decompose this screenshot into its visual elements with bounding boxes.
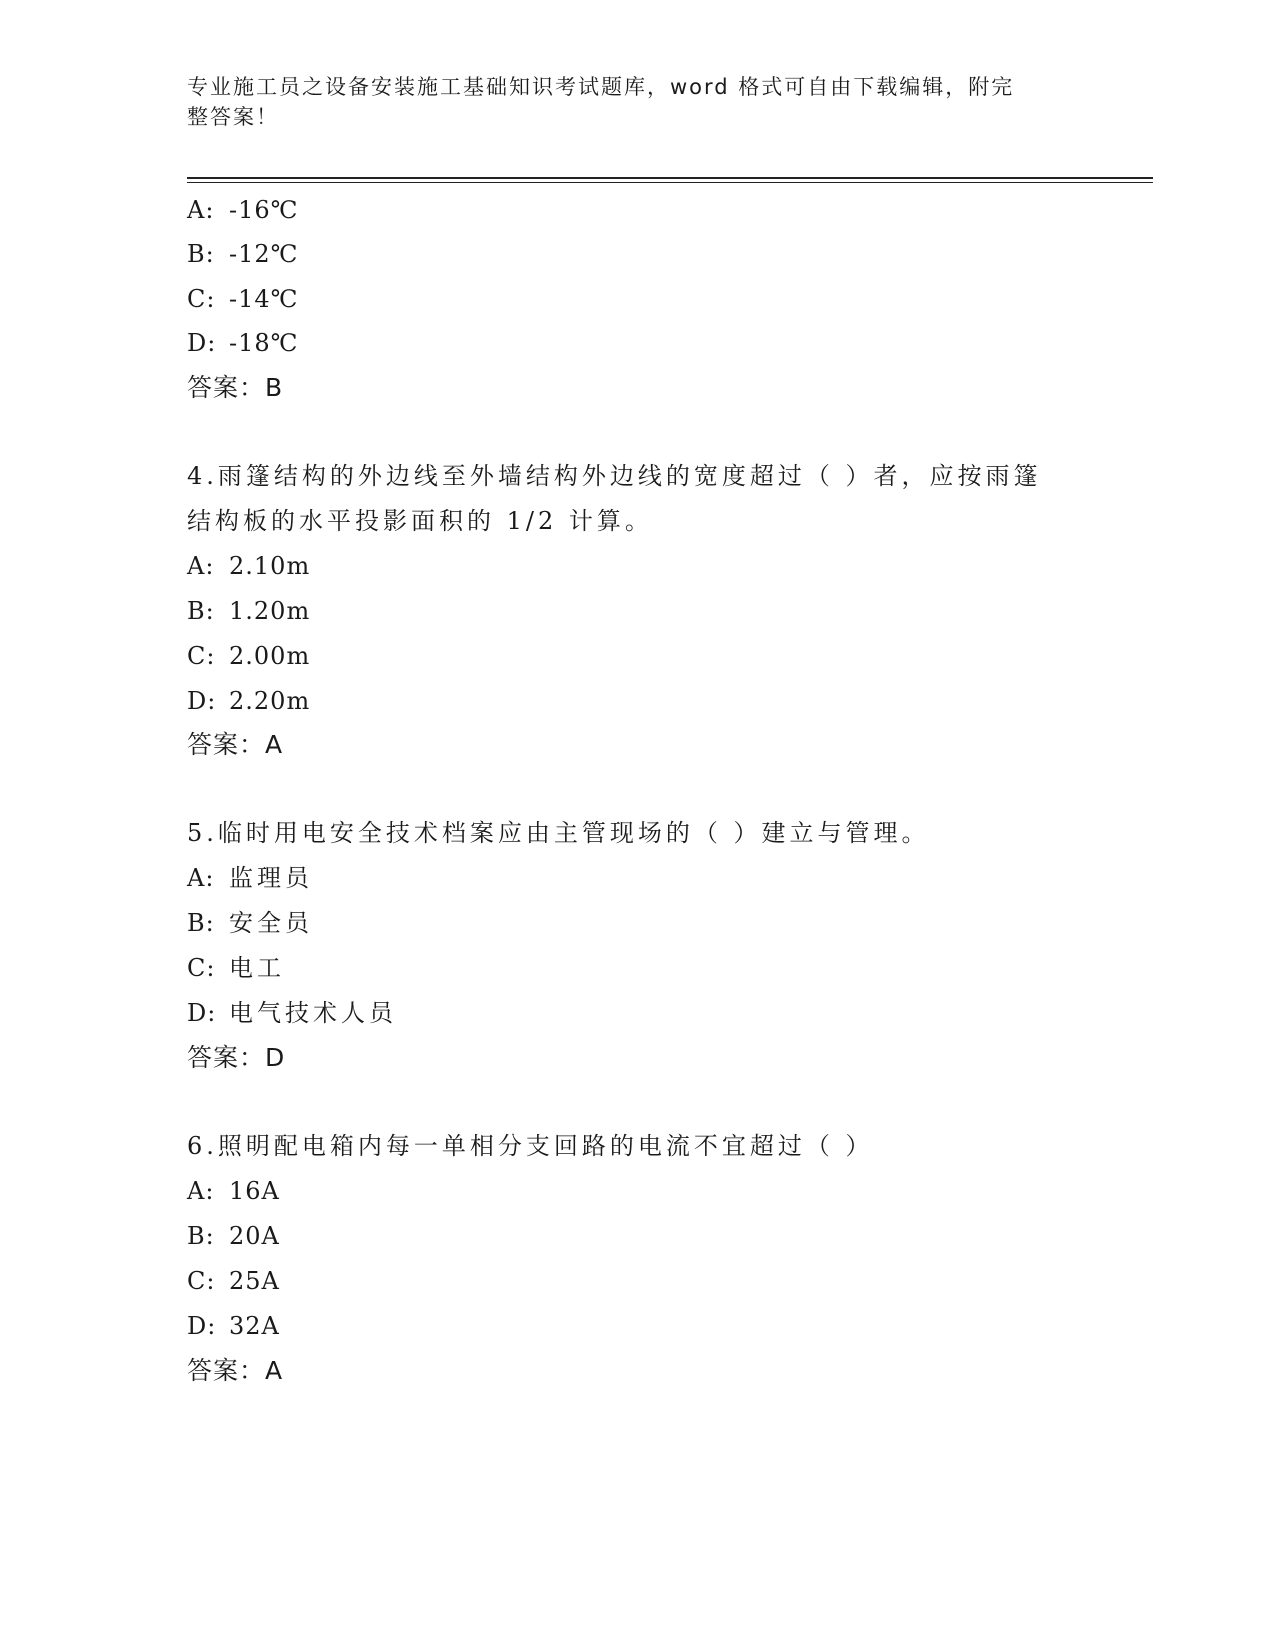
option-label: B: xyxy=(187,1222,215,1250)
q5-stem-line-1: 5.临时用电安全技术档案应由主管现场的（ ）建立与管理。 xyxy=(187,819,930,847)
option-label: D: xyxy=(187,687,217,715)
q6-option-a xyxy=(187,1176,280,1206)
option-text: 32A xyxy=(229,1312,280,1340)
option-text: 电工 xyxy=(229,954,285,982)
q5-answer: 答案：D xyxy=(187,1043,286,1072)
option-label: D: xyxy=(187,999,217,1027)
option-text: 1.20m xyxy=(229,597,311,625)
q4-option-d xyxy=(187,686,310,716)
option-text: 电气技术人员 xyxy=(229,999,397,1027)
q3-answer: 答案：B xyxy=(187,373,284,402)
option-label: B: xyxy=(187,240,215,268)
q6-option-d xyxy=(187,1311,280,1341)
q5-option-d xyxy=(187,998,397,1028)
option-text: 25A xyxy=(229,1267,280,1295)
document-header xyxy=(187,72,1067,132)
option-text: 监理员 xyxy=(229,864,313,892)
option-text: 16A xyxy=(229,1177,280,1205)
option-label: C: xyxy=(187,1267,216,1295)
option-label: A: xyxy=(187,196,215,224)
option-label: D: xyxy=(187,329,217,357)
option-label: B: xyxy=(187,909,215,937)
q4-stem-line-2: 结构板的水平投影面积的 1/2 计算。 xyxy=(187,507,653,535)
option-label: A: xyxy=(187,864,215,892)
option-label: C: xyxy=(187,642,216,670)
q4-stem-line-1: 4.雨篷结构的外边线至外墙结构外边线的宽度超过（ ）者，应按雨篷 xyxy=(187,462,1042,490)
option-text: 20A xyxy=(229,1222,280,1250)
q6-option-b xyxy=(187,1221,280,1251)
q5-option-c xyxy=(187,953,285,983)
option-text: -16℃ xyxy=(229,196,299,224)
header-line-1: 专业施工员之设备安装施工基础知识考试题库，word 格式可自由下载编辑，附完 xyxy=(187,75,1015,99)
option-label: C: xyxy=(187,285,216,313)
option-text: -14℃ xyxy=(229,285,299,313)
option-text: 安全员 xyxy=(229,909,313,937)
q3-option-d xyxy=(187,328,299,358)
q5-option-b xyxy=(187,908,313,938)
option-label: A: xyxy=(187,1177,215,1205)
q3-option-a xyxy=(187,195,299,225)
q6-stem-line-1: 6.照明配电箱内每一单相分支回路的电流不宜超过（ ） xyxy=(187,1132,874,1160)
q6-option-c xyxy=(187,1266,280,1296)
q5-option-a xyxy=(187,863,313,893)
option-label: A: xyxy=(187,552,215,580)
option-text: 2.10m xyxy=(229,552,311,580)
q4-answer: 答案：A xyxy=(187,730,284,759)
q4-option-c xyxy=(187,641,310,671)
q4-option-b xyxy=(187,596,310,626)
header-divider-thick xyxy=(187,177,1153,179)
q3-option-b xyxy=(187,239,299,269)
option-label: D: xyxy=(187,1312,217,1340)
q6-answer: 答案：A xyxy=(187,1356,284,1385)
option-text: -18℃ xyxy=(229,329,299,357)
header-divider-thin xyxy=(187,182,1153,183)
q4-option-a xyxy=(187,551,310,581)
option-text: 2.20m xyxy=(229,687,311,715)
option-text: -12℃ xyxy=(229,240,299,268)
option-text: 2.00m xyxy=(229,642,311,670)
q3-option-c xyxy=(187,284,299,314)
option-label: B: xyxy=(187,597,215,625)
header-line-2: 整答案！ xyxy=(187,105,279,129)
option-label: C: xyxy=(187,954,216,982)
